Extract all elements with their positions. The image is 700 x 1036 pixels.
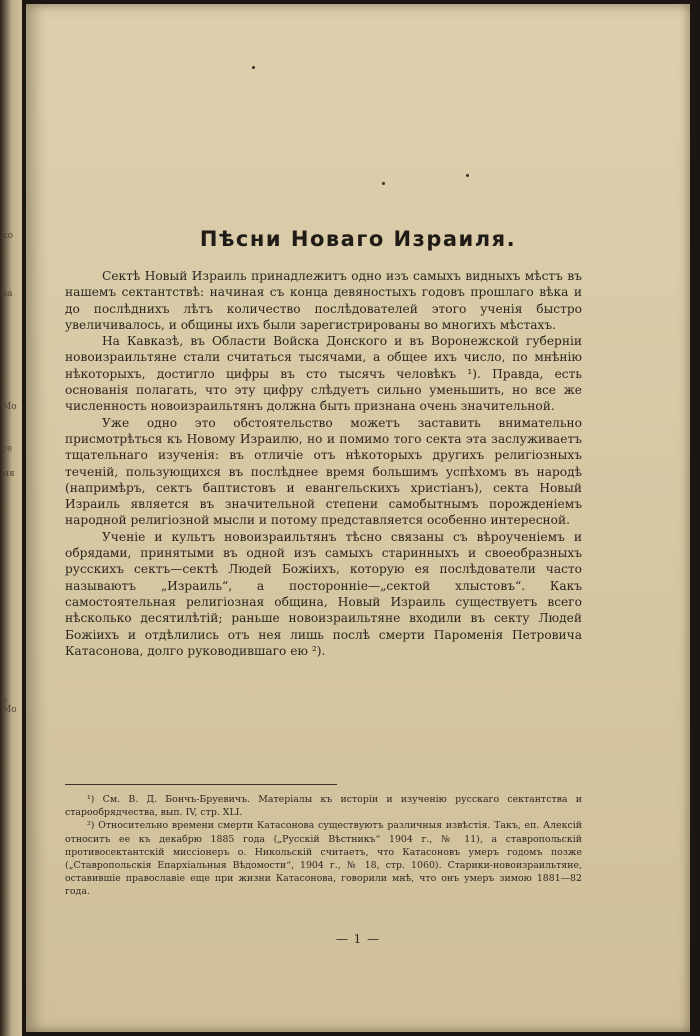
left-page-fragment: мя	[2, 469, 15, 479]
main-text	[65, 268, 582, 659]
print-speck	[466, 174, 469, 177]
footnotes	[65, 793, 582, 899]
footnote: ¹) См. В. Д. Бончъ-Бруевичъ. Матеріалы къ исторіи и изученію русскаго сектантства и старообрядчества, вып. IV, стр. XLI.	[65, 794, 582, 819]
footnote: ²) Относительно времени смерти Катасонова существуютъ различныя извѣстія. Такъ, еп. Алексій относитъ ее къ декабрю 1885 года („Русскій Вѣстникъ“ 1904 г., № 11), а ставропольскій противосектантскій миссіонеръ о. Никольскій считаетъ, что Катасоновъ умеръ годомъ позже („Ставропольскія Епархіальныя Вѣдомости“, 1904 г., № 18, стр. 1060). Старики-новоизраильтяне, оставившіе православіе еще при жизни Катасонова, говорили мнѣ, что онъ умеръ зимою 1881—82 года.	[65, 820, 582, 898]
left-page-fragment: ва	[2, 289, 13, 299]
print-speck	[382, 182, 385, 185]
paragraph: Ученіе и культъ новоизраильтянъ тѣсно связаны съ вѣроученіемъ и обрядами, принятыми въ одной изъ самыхъ старинныхъ и своеобразныхъ русскихъ сектъ—сектѣ Людей Божіихъ, которую ея послѣдователи часто называютъ „Израиль“, а посторонніе—„сектой хлыстовъ“. Какъ самостоятельная религіозная община, Новый Израиль существуетъ всего нѣсколько десятилѣтій; раньше новоизраильтяне входили въ секту Людей Божіихъ и отдѣлились отъ нея лишь послѣ смерти Пароменія Петровича Катасонова, долго руководившаго ею ²).	[65, 529, 582, 658]
paragraph: Сектѣ Новый Израиль принадлежитъ одно изъ самыхъ видныхъ мѣстъ въ нашемъ сектантствѣ: начиная съ конца девяностыхъ годовъ прошлаго вѣка и до послѣднихъ лѣтъ количество послѣдователей этого ученія быстро увеличивалось, и общины ихъ были зарегистрированы во многихъ мѣстахъ.	[65, 269, 582, 332]
paragraph: На Кавказѣ, въ Области Войска Донского и въ Воронежской губерніи новоизраильтяне стали считаться тысячами, а общее ихъ число, по мнѣнію нѣкоторыхъ, достигло цифры въ сто тысячъ человѣкъ ¹). Правда, есть основанія полагать, что эту цифру слѣдуетъ сильно уменьшить, но все же численность новоизраильтянъ должна быть признана очень значительной.	[65, 334, 582, 414]
page-number: — 1 —	[335, 932, 381, 946]
left-page-fragment: се	[2, 444, 13, 454]
page-title: Пѣсни Новаго Израиля.	[199, 227, 517, 251]
footnote-divider	[65, 784, 337, 785]
book-page	[26, 4, 690, 1032]
left-page-fragment: Мо	[2, 402, 17, 412]
left-page-edge	[0, 0, 22, 1036]
paragraph: Уже одно это обстоятельство можетъ заставить внимательно присмотрѣться къ Новому Израилю, но и помимо того секта эта заслуживаетъ тщательнаго изученія: въ отличіе отъ нѣкоторыхъ другихъ религіозныхъ теченій, пользующихся въ послѣднее время большимъ успѣхомъ въ народѣ (напримѣръ, сектъ баптистовъ и евангельскихъ христіанъ), секта Новый Израиль является въ значительной степени самобытнымъ порожденіемъ народной религіозной мысли и потому представляется особенно интересной.	[65, 415, 582, 528]
print-speck	[252, 66, 255, 69]
left-page-fragment: в Мо	[2, 696, 17, 715]
left-page-fragment: ко	[2, 231, 14, 241]
